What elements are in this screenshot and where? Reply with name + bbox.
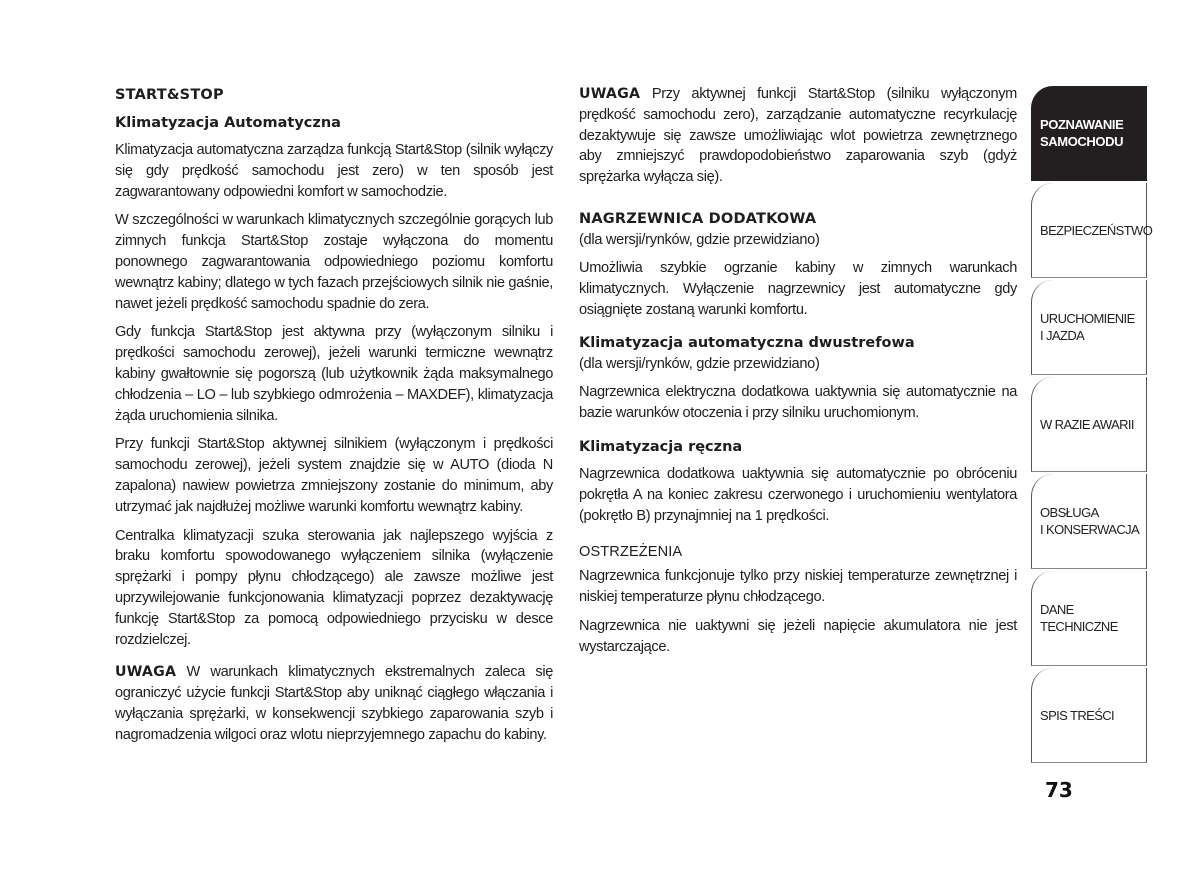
warning-keyword: UWAGA	[115, 664, 177, 681]
warning-note	[579, 84, 1017, 188]
warning-item: Nagrzewnica nie uaktywni się jeżeli napięcie akumulatora nie jest wystarczające.	[579, 617, 1017, 655]
tab-dane-techniczne[interactable]	[1031, 571, 1147, 666]
subsection-title: Klimatyzacja ręczna	[579, 438, 743, 455]
tab-spis-tresci[interactable]	[1031, 668, 1147, 763]
subsection-title: Klimatyzacja Automatyczna	[115, 115, 341, 131]
tab-poznawanie-samochodu[interactable]	[1031, 86, 1147, 181]
section-note: (dla wersji/rynków, gdzie przewidziano)	[579, 231, 820, 248]
paragraph: W szczególności w warunkach klimatycznych szczególnie gorących lub zimnych funkcja Start&Stop zostaje wyłączona do momentu ponownego zagwarantowania odpowiedniego poziomu komfortu wewnątrz kabiny; dlatego w tych fazach przejściowych silnik nie gaśnie, nawet jeżeli prędkość samochodu spadnie do zera.	[115, 212, 553, 312]
tab-label: W RAZIE AWARII	[1040, 416, 1134, 432]
paragraph: Nagrzewnica dodatkowa uaktywnia się automatycznie po obróceniu pokrętła A na koniec zakresu czerwonego i uruchomieniu wentylatora (pokrętło B) przynajmniej na 1 prędkości.	[579, 465, 1017, 524]
subsection-title: Klimatyzacja automatyczna dwustrefowa	[579, 335, 915, 352]
section-title: START&STOP	[115, 87, 224, 103]
chapter-tabs	[1031, 86, 1153, 765]
warning-text: Przy aktywnej funkcji Start&Stop (silniku wyłączonym prędkość samochodu zero), zarządzanie automatyczne recyrkulację dezaktywuje się zawsze umożliwiając wlot powietrza zewnętrznego aby zmniejszyć prawdopodobieństwo zaparowania szyb (gdyż sprężarka wyłącza się).	[579, 86, 1017, 186]
paragraph: Nagrzewnica elektryczna dodatkowa uaktywnia się automatycznie na bazie warunków otoczenia i przy silniku uruchomionym.	[579, 384, 1017, 422]
paragraph: Klimatyzacja automatyczna zarządza funkcją Start&Stop (silnik wyłączy się gdy prędkość samochodu jest zero) w ten sposób jest zagwarantowany odpowiedni komfort w samochodzie.	[115, 142, 553, 200]
page-number: 73	[1045, 778, 1073, 802]
tab-uruchomienie-i-jazda[interactable]	[1031, 280, 1147, 375]
tab-obsluga-i-konserwacja[interactable]	[1031, 474, 1147, 569]
warning-item: Nagrzewnica funkcjonuje tylko przy niskiej temperaturze zewnętrznej i niskiej temperaturze płynu chłodzącego.	[579, 568, 1017, 606]
paragraph: Gdy funkcja Start&Stop jest aktywna przy (wyłączonym silniku i prędkości samochodu zerowej), jeżeli warunki termiczne wewnątrz kabiny gwałtownie się pogorszą (lub użytkownik żąda maksymalnego chłodzenia – LO – lub szybkiego odmrożenia – MAXDEF), klimatyzacja żąda uruchomienia silnika.	[115, 324, 553, 424]
tab-label: OBSŁUGA I KONSERWACJA	[1040, 505, 1140, 537]
left-column	[115, 84, 553, 754]
tab-label: SPIS TREŚCI	[1040, 707, 1115, 723]
paragraph: Centralka klimatyzacji szuka sterowania jak najlepszego wyjścia z braku komfortu spowodowanego wyłączeniem silnika (wyłączenie sprężarki i pompy płynu chłodzącego) ale zawsze możliwe jest uprzywilejowanie funkcjonowania klimatyzacji poprzez dezaktywację funkcję Start&Stop za pomocą odpowiedniego przycisku w desce rozdzielczej.	[115, 527, 553, 648]
subsection-note: (dla wersji/rynków, gdzie przewidziano)	[579, 356, 820, 373]
paragraph: Umożliwia szybkie ogrzanie kabiny w zimnych warunkach klimatycznych. Wyłączenie nagrzewnicy jest automatyczne gdy osiągnięte zostaną warunki komfortu.	[579, 259, 1017, 318]
tab-label: POZNAWANIE SAMOCHODU	[1040, 117, 1124, 149]
warning-note	[115, 662, 553, 745]
section-title: NAGRZEWNICA DODATKOWA	[579, 210, 817, 227]
warning-text: W warunkach klimatycznych ekstremalnych zaleca się ograniczyć użycie funkcji Start&Stop aby uniknąć ciągłego włączania i wyłączania sprężarki, w konsekwencji szybkiego zaparowania szyb i nagromadzenia wilgoci oraz wlotu nieprzyjemnego zapachu do kabiny.	[115, 664, 553, 743]
right-column	[579, 84, 1017, 666]
tab-bezpieczenstwo[interactable]	[1031, 183, 1153, 278]
warning-keyword: UWAGA	[579, 86, 641, 102]
tab-w-razie-awarii[interactable]	[1031, 377, 1147, 472]
warnings-label: OSTRZEŻENIA	[579, 544, 683, 561]
paragraph: Przy funkcji Start&Stop aktywnej silnikiem (wyłączonym i prędkości samochodu zerowej), jeżeli system znajdzie się w AUTO (dioda N zapalona) nawiew powietrza zmniejszony zostanie do minimum, aby utrzymać jak najdłużej możliwe warunki komfortu wewnątrz kabiny.	[115, 436, 553, 515]
tab-label: BEZPIECZEŃSTWO	[1040, 222, 1153, 238]
tab-label: URUCHOMIENIE I JAZDA	[1040, 311, 1135, 343]
tab-label: DANE TECHNICZNE	[1040, 602, 1118, 634]
